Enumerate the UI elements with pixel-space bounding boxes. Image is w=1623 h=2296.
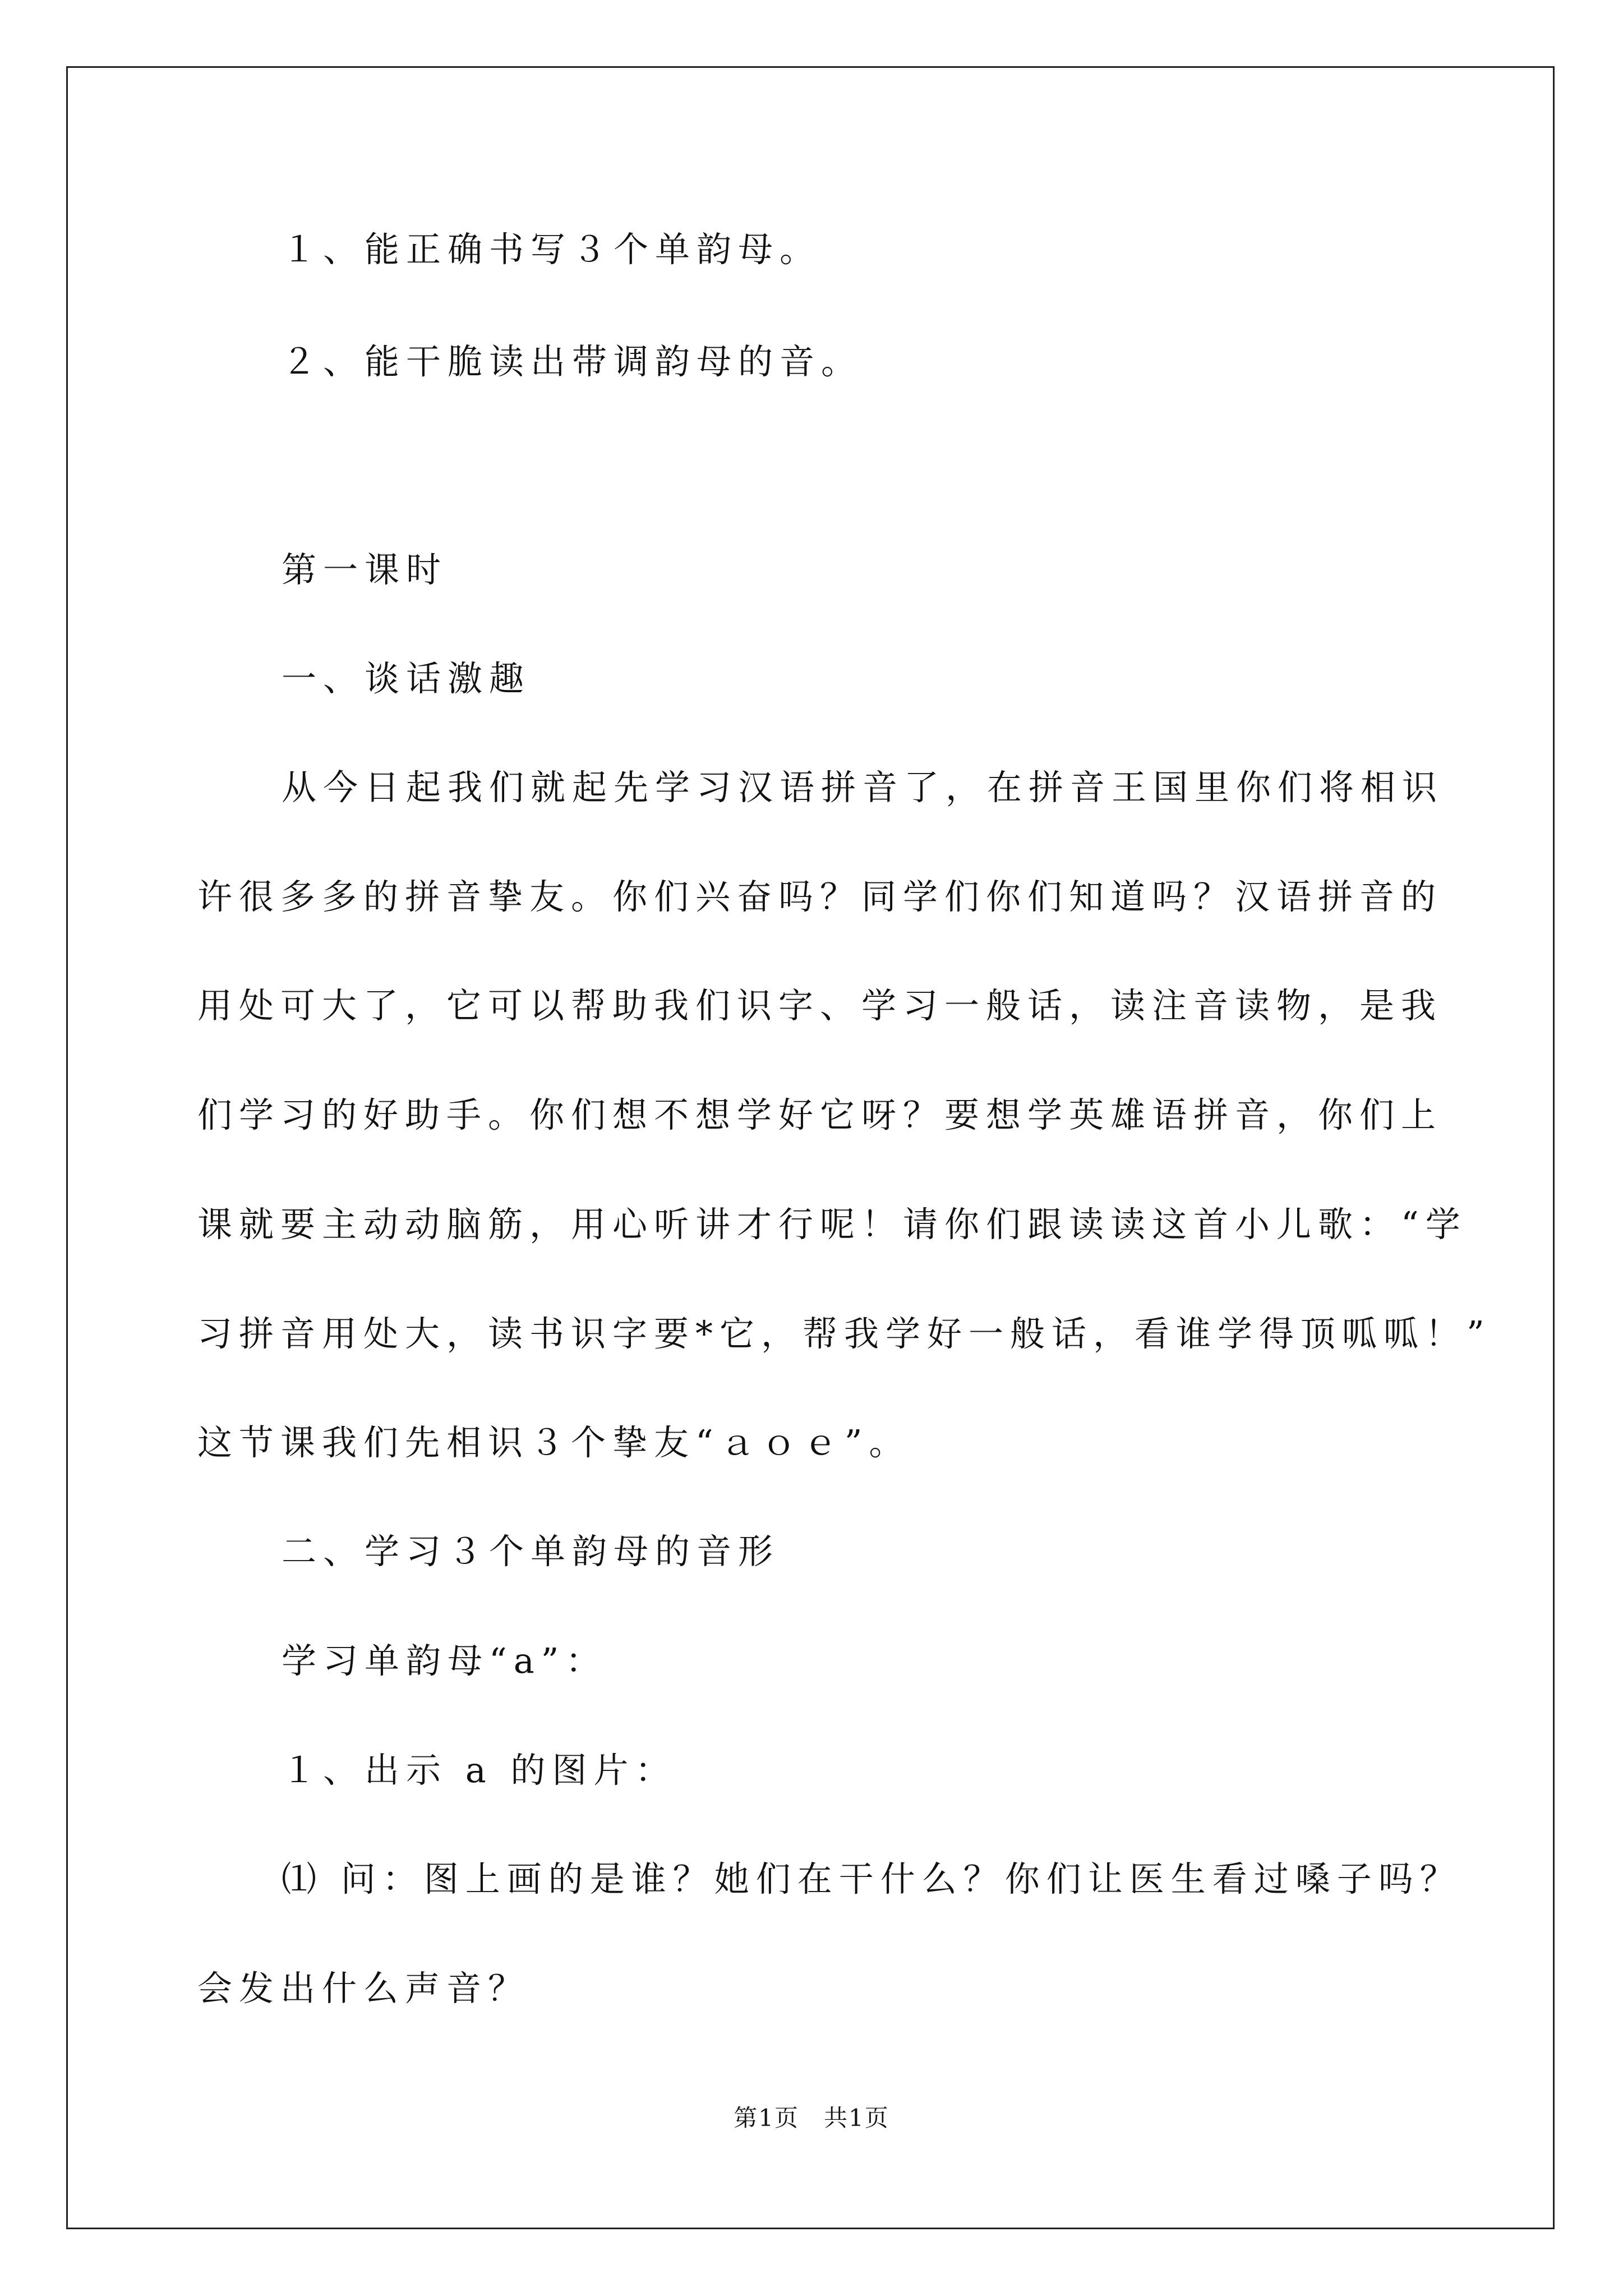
objective-2: ２、能干脆读出带调韵母的音。 <box>282 341 863 382</box>
lesson-heading: 第一课时 <box>282 549 448 590</box>
paragraph-line: 许很多多的拼音挚友。你们兴奋吗？同学们你们知道吗？汉语拼音的 <box>197 876 1443 917</box>
subheading-a: 学习单韵母“a”： <box>282 1640 607 1681</box>
section-heading-2: 二、学习３个单韵母的音形 <box>282 1531 780 1572</box>
question-line: ⑴ 问：图上画的是谁？她们在干什么？你们让医生看过嗓子吗？ <box>282 1858 1461 1899</box>
page-number-footer: 第1页 共1页 <box>734 2104 889 2132</box>
paragraph-line: 习拼音用处大，读书识字要*它，帮我学好一般话，看谁学得顶呱呱！” <box>197 1313 1491 1354</box>
section-heading-1: 一、谈话激趣 <box>282 658 531 699</box>
objective-1: １、能正确书写３个单韵母。 <box>282 229 822 270</box>
question-line: 会发出什么声音？ <box>197 1968 530 2009</box>
paragraph-line: 从今日起我们就起先学习汉语拼音了，在拼音王国里你们将相识 <box>282 767 1444 808</box>
paragraph-line: 们学习的好助手。你们想不想学好它呀？要想学英雄语拼音，你们上 <box>197 1094 1443 1135</box>
page-border <box>66 66 1555 2229</box>
step-1: １、出示 a 的图片： <box>282 1750 677 1791</box>
paragraph-line: 这节课我们先相识３个挚友“ａｏｅ”。 <box>197 1422 911 1463</box>
paragraph-line: 课就要主动动脑筋，用心听讲才行呢！请你们跟读读这首小儿歌：“学 <box>197 1204 1467 1245</box>
paragraph-line: 用处可大了，它可以帮助我们识字、学习一般话，读注音读物，是我 <box>197 985 1443 1026</box>
